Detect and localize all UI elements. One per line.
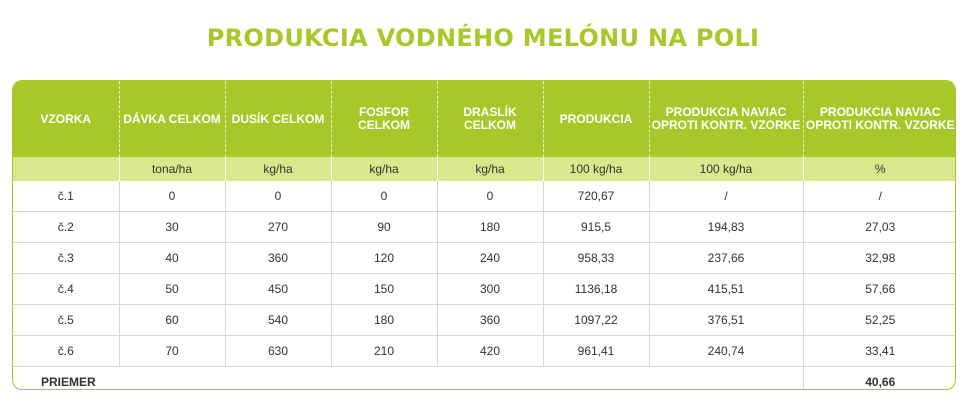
- table-cell: 40: [119, 243, 225, 274]
- table-cell: 240: [437, 243, 543, 274]
- table-cell: 300: [437, 274, 543, 305]
- unit-cell: 100 kg/ha: [649, 157, 803, 181]
- table-cell: 237,66: [649, 243, 803, 274]
- unit-cell: kg/ha: [331, 157, 437, 181]
- table-cell: 210: [331, 336, 437, 367]
- table-cell: 0: [119, 181, 225, 212]
- table-row: [13, 305, 956, 336]
- table-cell: 958,33: [543, 243, 649, 274]
- table-row: [13, 274, 956, 305]
- table-cell: 60: [119, 305, 225, 336]
- table-cell: 52,25: [803, 305, 956, 336]
- column-header-draslik: DRASLÍK CELKOM: [437, 81, 543, 157]
- data-table: [13, 81, 956, 390]
- page-title: PRODUKCIA VODNÉHO MELÓNU NA POLI: [206, 24, 760, 52]
- average-value: 40,66: [803, 367, 956, 391]
- column-header-fosfor: FOSFOR CELKOM: [331, 81, 437, 157]
- table-cell: 150: [331, 274, 437, 305]
- unit-cell: %: [803, 157, 956, 181]
- table-cell: č.3: [13, 243, 119, 274]
- table-cell: 915,5: [543, 212, 649, 243]
- average-label: PRIEMER: [41, 375, 96, 389]
- table-cell: 33,41: [803, 336, 956, 367]
- column-header-dusik: DUSÍK CELKOM: [225, 81, 331, 157]
- table-cell: 540: [225, 305, 331, 336]
- table-cell: 961,41: [543, 336, 649, 367]
- unit-row: [13, 157, 956, 181]
- table-cell: 0: [437, 181, 543, 212]
- table-cell: 50: [119, 274, 225, 305]
- column-header-produkcia-naviac-kg: PRODUKCIA NAVIAC OPROTI KONTR. VZORKE: [649, 81, 803, 157]
- unit-cell: kg/ha: [437, 157, 543, 181]
- table-cell: 415,51: [649, 274, 803, 305]
- table-cell: 120: [331, 243, 437, 274]
- table-cell: 90: [331, 212, 437, 243]
- table-cell: 0: [331, 181, 437, 212]
- column-header-davka: DÁVKA CELKOM: [119, 81, 225, 157]
- table-row: [13, 181, 956, 212]
- table-cell: 630: [225, 336, 331, 367]
- table-cell: 376,51: [649, 305, 803, 336]
- table-cell: 180: [437, 212, 543, 243]
- data-table-frame: [12, 80, 956, 390]
- table-cell: č.1: [13, 181, 119, 212]
- header-row: [13, 81, 956, 157]
- unit-cell: 100 kg/ha: [543, 157, 649, 181]
- table-cell: 270: [225, 212, 331, 243]
- table-cell: 420: [437, 336, 543, 367]
- table-cell: 1097,22: [543, 305, 649, 336]
- column-header-produkcia-naviac-percent: PRODUKCIA NAVIAC OPROTI KONTR. VZORKE: [803, 81, 956, 157]
- table-cell: 70: [119, 336, 225, 367]
- unit-cell: [13, 157, 119, 181]
- table-cell: 450: [225, 274, 331, 305]
- column-header-vzorka: VZORKA: [13, 81, 119, 157]
- table-cell: 180: [331, 305, 437, 336]
- table-cell: č.2: [13, 212, 119, 243]
- table-row: [13, 243, 956, 274]
- table-cell: 57,66: [803, 274, 956, 305]
- unit-cell: tona/ha: [119, 157, 225, 181]
- table-cell: č.4: [13, 274, 119, 305]
- table-cell: /: [803, 181, 956, 212]
- table-cell: 360: [437, 305, 543, 336]
- column-header-produkcia: PRODUKCIA: [543, 81, 649, 157]
- table-cell: 720,67: [543, 181, 649, 212]
- table-cell: 240,74: [649, 336, 803, 367]
- table-cell: 1136,18: [543, 274, 649, 305]
- table-cell: 32,98: [803, 243, 956, 274]
- average-row: [13, 367, 956, 391]
- table-cell: 27,03: [803, 212, 956, 243]
- table-cell: /: [649, 181, 803, 212]
- table-row: [13, 336, 956, 367]
- table-body: [13, 181, 956, 390]
- table-cell: 194,83: [649, 212, 803, 243]
- table-cell: č.6: [13, 336, 119, 367]
- table-cell: 30: [119, 212, 225, 243]
- table-cell: 0: [225, 181, 331, 212]
- table-cell: 360: [225, 243, 331, 274]
- unit-cell: kg/ha: [225, 157, 331, 181]
- table-cell: č.5: [13, 305, 119, 336]
- table-row: [13, 212, 956, 243]
